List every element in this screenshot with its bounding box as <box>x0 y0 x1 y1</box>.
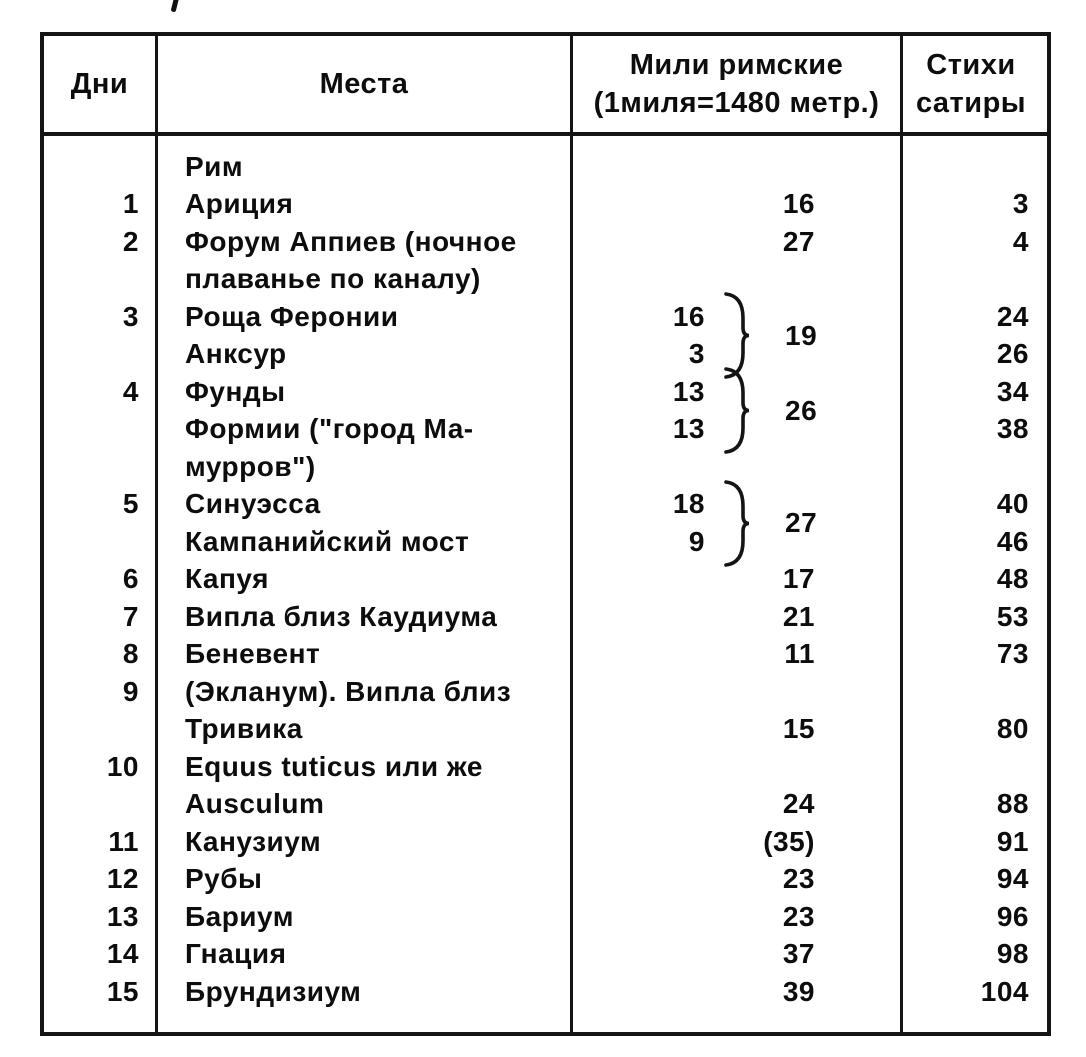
miles-cell <box>570 186 900 224</box>
table-body <box>44 148 1039 1011</box>
verse-cell: 38 <box>996 413 1029 445</box>
place-cell: Форум Аппиев (ночное <box>185 225 517 257</box>
place-cell: Бариум <box>185 900 294 932</box>
place-cell: Ausculum <box>185 788 325 820</box>
place-cell: Рубы <box>185 863 263 895</box>
header-places <box>158 36 570 132</box>
mile-value: 16 <box>782 188 815 220</box>
miles-cell <box>570 598 900 636</box>
miles-cell <box>570 748 900 786</box>
verse-cell: 94 <box>996 863 1029 895</box>
header-miles-line2: (1миля=1480 метр.) <box>593 87 880 119</box>
place-cell: Тривика <box>185 713 303 745</box>
group-brace <box>723 480 751 567</box>
mile-sub-value: 13 <box>672 413 705 445</box>
day-cell: 8 <box>122 638 139 670</box>
table-row <box>44 748 1039 786</box>
table-row <box>44 561 1039 599</box>
place-cell: Гнация <box>185 938 287 970</box>
mile-value: 24 <box>782 788 815 820</box>
place-cell: Беневент <box>185 638 321 670</box>
mile-value: 37 <box>782 938 815 970</box>
table-row <box>44 936 1039 974</box>
miles-cell <box>570 823 900 861</box>
mile-sub-value: 18 <box>672 488 705 520</box>
table-row <box>44 973 1039 1011</box>
verse-cell: 80 <box>996 713 1029 745</box>
miles-cell <box>570 636 900 674</box>
mile-value: 21 <box>782 600 815 632</box>
mile-value: (35) <box>763 825 815 857</box>
group-brace <box>723 367 751 454</box>
miles-cell <box>570 711 900 749</box>
place-cell: Фунды <box>185 375 286 407</box>
table-row <box>44 336 1039 374</box>
mile-sub-value: 16 <box>672 300 705 332</box>
day-cell: 5 <box>122 488 139 520</box>
miles-cell <box>570 673 900 711</box>
verse-cell: 91 <box>996 825 1029 857</box>
mile-value: 23 <box>782 863 815 895</box>
mile-value: 27 <box>782 225 815 257</box>
mile-value: 15 <box>782 713 815 745</box>
header-miles-line1: Мили римские <box>629 49 844 81</box>
place-cell: Equus tuticus или же <box>185 750 483 782</box>
place-cell: мурров") <box>185 450 316 482</box>
verse-cell: 48 <box>996 563 1029 595</box>
miles-cell <box>570 148 900 186</box>
header-verses-line2: сатиры <box>915 87 1027 119</box>
table-row <box>44 636 1039 674</box>
place-cell: Анксур <box>185 338 287 370</box>
group-total-miles: 26 <box>785 394 818 426</box>
verse-cell: 98 <box>996 938 1029 970</box>
place-cell: Капуя <box>185 563 269 595</box>
header-verses <box>903 36 1039 132</box>
header-days <box>44 36 155 132</box>
header-days-label: Дни <box>70 68 129 100</box>
group-brace <box>723 292 751 379</box>
day-cell: 1 <box>122 188 139 220</box>
scan-stray-mark <box>171 0 181 12</box>
group-total-miles: 27 <box>785 507 818 538</box>
table-row <box>44 598 1039 636</box>
mile-sub-value: 13 <box>672 375 705 407</box>
table-row <box>44 448 1039 486</box>
verse-cell: 34 <box>996 375 1029 407</box>
day-cell: 10 <box>106 750 139 782</box>
table-row <box>44 186 1039 224</box>
day-cell: 4 <box>122 375 139 407</box>
day-cell: 15 <box>106 975 139 1007</box>
mile-value: 39 <box>782 975 815 1007</box>
table-row <box>44 298 1039 336</box>
mile-sub-value: 9 <box>688 525 705 557</box>
table-row <box>44 523 1039 561</box>
mile-sub-value: 3 <box>688 338 705 370</box>
day-cell: 14 <box>106 938 139 970</box>
day-cell: 9 <box>122 675 139 707</box>
verse-cell: 3 <box>1012 188 1029 220</box>
table-row <box>44 898 1039 936</box>
group-total-miles: 19 <box>785 319 818 351</box>
place-cell: Рим <box>185 150 244 182</box>
miles-cell <box>570 786 900 824</box>
miles-cell <box>570 973 900 1011</box>
day-cell: 3 <box>122 300 139 332</box>
header-verses-line1: Стихи <box>926 49 1016 81</box>
place-cell: Кампанийский мост <box>185 525 470 557</box>
verse-cell: 96 <box>996 900 1029 932</box>
verse-cell: 46 <box>996 525 1029 557</box>
verse-cell: 40 <box>996 488 1029 520</box>
header-places-label: Места <box>319 68 409 100</box>
verse-cell: 88 <box>996 788 1029 820</box>
miles-cell <box>570 223 900 261</box>
verse-cell: 104 <box>980 975 1029 1007</box>
place-cell: Роща Феронии <box>185 300 399 332</box>
header-separator <box>44 132 1047 136</box>
table-row <box>44 823 1039 861</box>
place-cell: Брундизиум <box>185 975 362 1007</box>
day-cell: 13 <box>106 900 139 932</box>
mile-value: 17 <box>782 563 815 595</box>
day-cell: 6 <box>122 563 139 595</box>
table-row <box>44 486 1039 524</box>
day-cell: 7 <box>122 600 139 632</box>
table-row <box>44 786 1039 824</box>
table-row <box>44 411 1039 449</box>
miles-cell <box>570 898 900 936</box>
verse-cell: 53 <box>996 600 1029 632</box>
miles-cell <box>570 936 900 974</box>
day-cell: 12 <box>106 863 139 895</box>
verse-cell: 73 <box>996 638 1029 670</box>
place-cell: Ариция <box>185 188 294 220</box>
day-cell: 11 <box>108 825 139 857</box>
verse-cell: 24 <box>996 300 1029 332</box>
place-cell: Канузиум <box>185 825 322 857</box>
mile-value: 11 <box>784 638 815 670</box>
day-cell: 2 <box>122 225 139 257</box>
verse-cell: 26 <box>996 338 1029 370</box>
place-cell: Синуэсса <box>185 488 321 520</box>
place-cell: (Экланум). Випла близ <box>185 675 512 707</box>
table-row <box>44 861 1039 899</box>
place-cell: Формии ("город Ма- <box>185 413 474 445</box>
table-row <box>44 148 1039 186</box>
table-row <box>44 673 1039 711</box>
place-cell: Випла близ Каудиума <box>185 600 498 632</box>
table-row <box>44 223 1039 261</box>
table-row <box>44 711 1039 749</box>
header-miles <box>573 36 900 132</box>
mile-value: 23 <box>782 900 815 932</box>
table-row <box>44 373 1039 411</box>
place-cell: плаванье по каналу) <box>185 263 481 295</box>
miles-cell <box>570 861 900 899</box>
table-row <box>44 261 1039 299</box>
verse-cell: 4 <box>1012 225 1029 257</box>
itinerary-table <box>40 32 1051 1036</box>
